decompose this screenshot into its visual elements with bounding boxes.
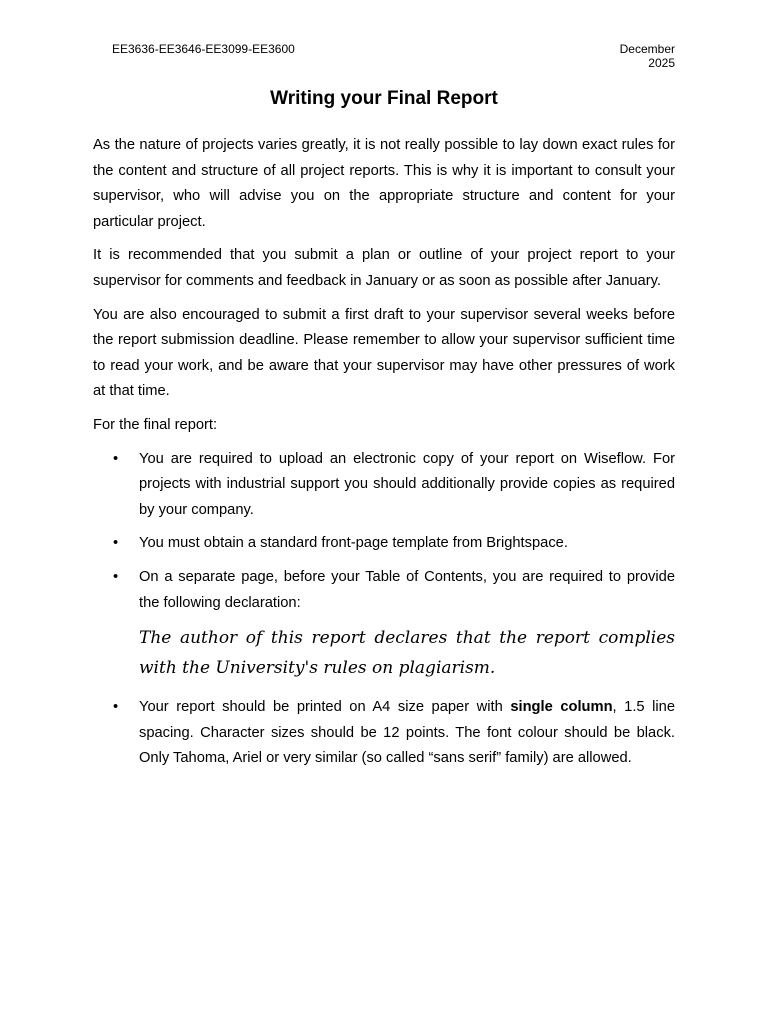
paragraph-submit-plan: It is recommended that you submit a plan or outline of your project report to your supervisor for comments and feedback in January or as soon as possible after January. — [93, 247, 675, 289]
plagiarism-declaration: The author of this report declares that the report complies with the University's rules on plagiarism. — [139, 628, 675, 678]
list-item-text — [139, 699, 675, 766]
bullet-icon: • — [113, 450, 119, 467]
formatting-text-end: , 1.5 line spacing. Character sizes should be 12 points. The font colour should be black. Only Tahoma, Ariel or very similar (so called “sans serif” family) are allowed. — [139, 699, 676, 767]
list-item-formatting-rules — [93, 695, 675, 772]
bullet-icon: • — [113, 568, 119, 585]
list-item-upload-wiseflow — [93, 447, 675, 524]
paragraph-final-report-intro: For the final report: — [93, 416, 218, 433]
list-item-text: On a separate page, before your Table of Contents, you are required to provide the following declaration: — [139, 568, 675, 611]
formatting-text-start: Your report should be printed on A4 size paper with — [139, 699, 511, 716]
list-item-text: You are required to upload an electronic copy of your report on Wiseflow. For projects with industrial support you should additionally provide copies as required by your company. — [139, 450, 675, 518]
final-report-requirements-list — [93, 447, 675, 617]
list-item-text: You must obtain a standard front-page template from Brightspace. — [139, 535, 568, 552]
bullet-icon: • — [113, 535, 119, 552]
formatting-requirements-list — [93, 695, 675, 772]
header-date — [620, 42, 675, 70]
list-item-declaration-page — [93, 565, 675, 616]
header-year: 2025 — [648, 56, 675, 70]
header-month: December — [619, 42, 675, 56]
page-title: Writing your Final Report — [270, 88, 498, 109]
header-course-codes: EE3636-EE3646-EE3099-EE3600 — [112, 42, 295, 56]
single-column-emphasis: single column — [510, 699, 613, 716]
paragraph-consult-supervisor: As the nature of projects varies greatly, it is not really possible to lay down exact rules for the content and structure of all project reports. This is why it is important to consult your supervisor, who will advise you on the appropriate structure and content for your particular project. — [93, 137, 675, 230]
paragraph-first-draft: You are also encouraged to submit a first draft to your supervisor several weeks before the report submission deadline. Please remember to allow your supervisor sufficient time to read your work, and be aware that your supervisor may have other pressures of work at that time. — [93, 306, 675, 400]
list-item-front-page-template — [93, 531, 675, 557]
bullet-icon: • — [113, 699, 119, 716]
document-body — [93, 133, 675, 780]
